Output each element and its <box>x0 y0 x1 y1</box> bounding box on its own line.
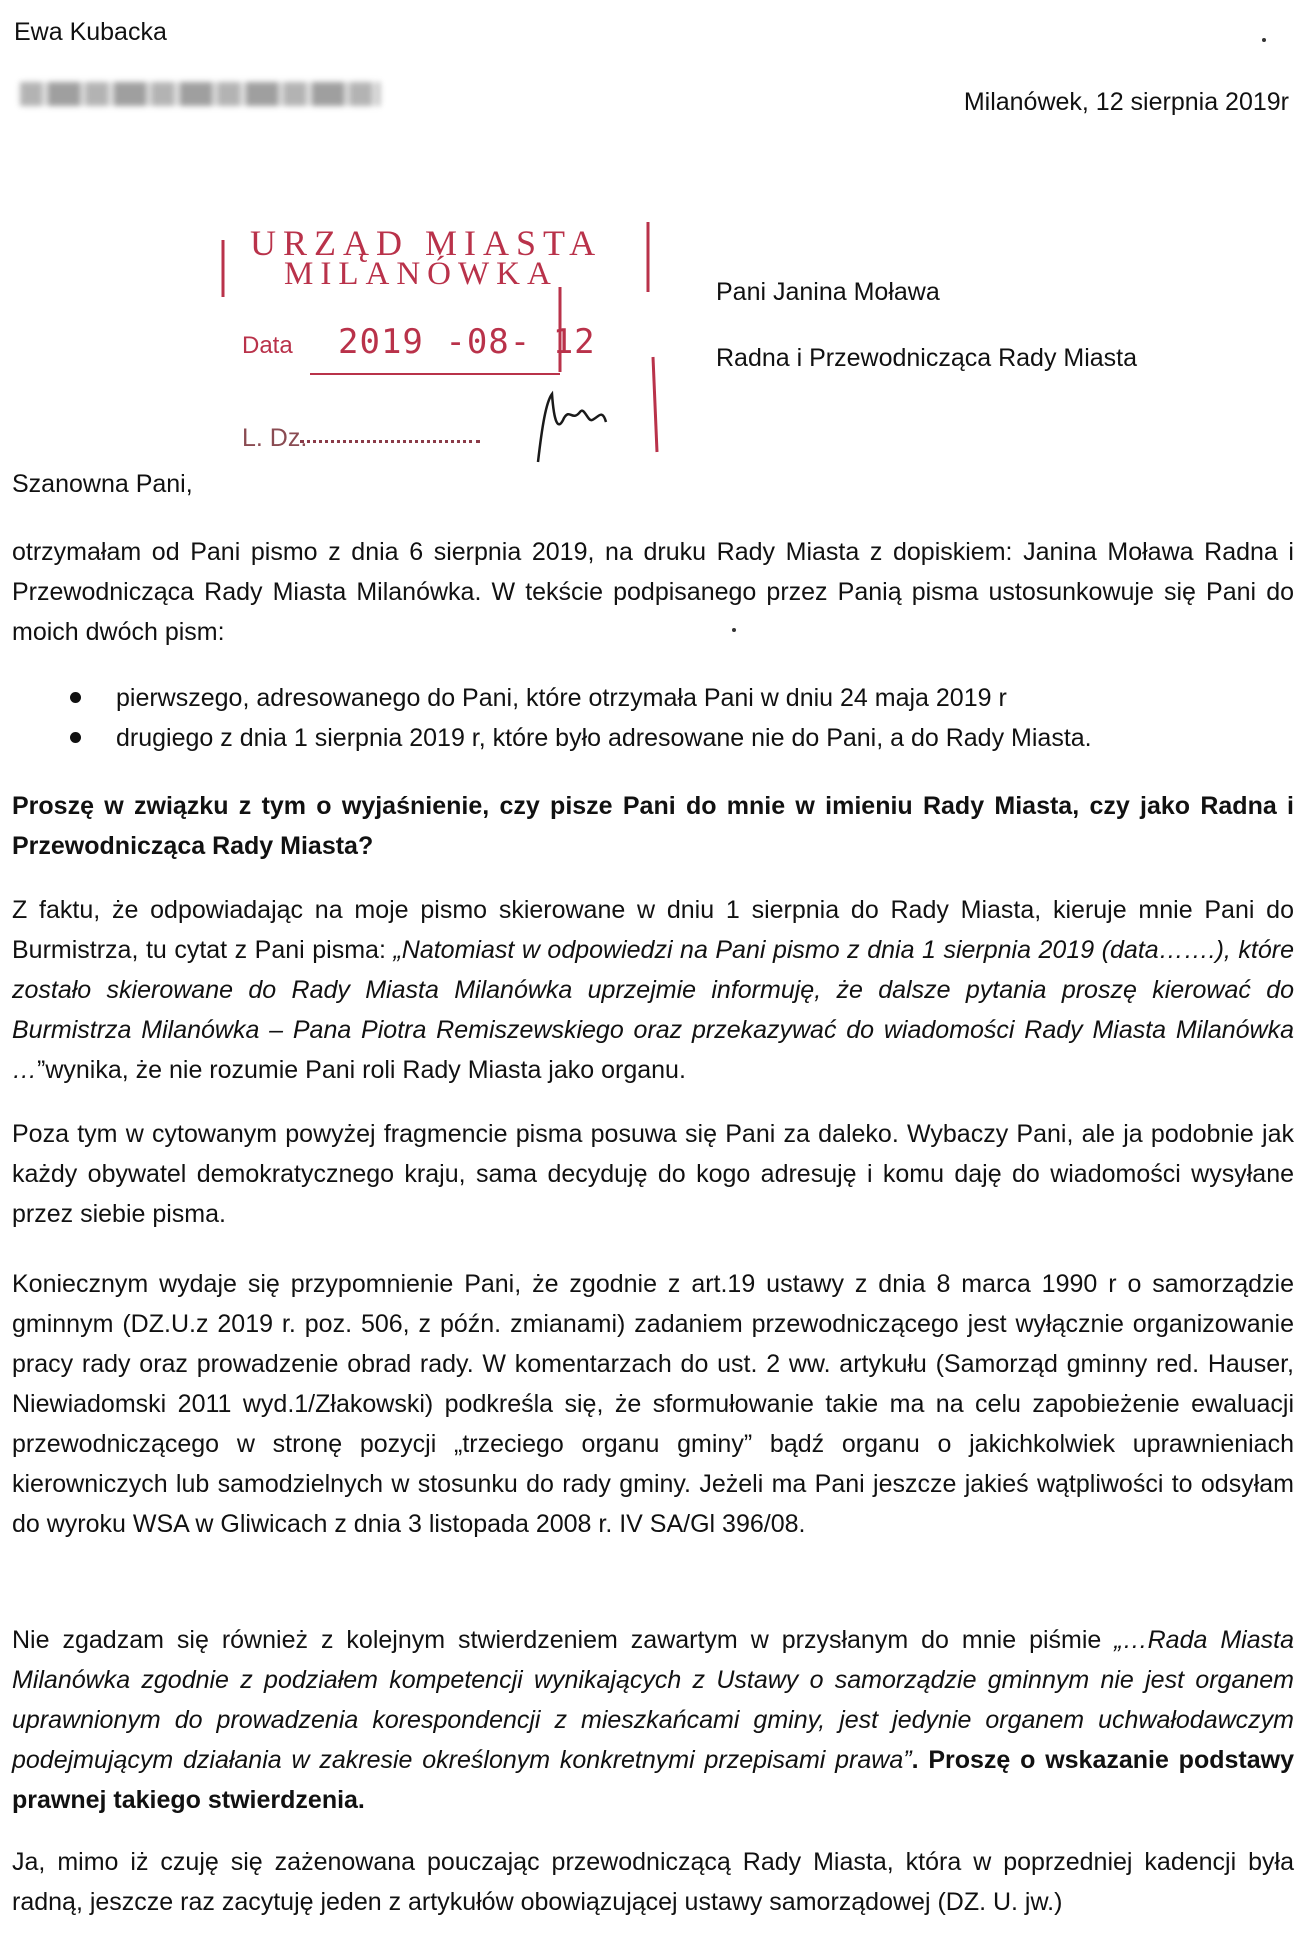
letters-list <box>60 678 1290 758</box>
fact-lead: Z faktu, że odpowiadając na moje pismo skierowane w dniu 1 sierpnia do Rady Miasta, kieruje mnie Pani do Burmistrza, tu cytat z Pani pisma: <box>12 896 1294 964</box>
registration-stamp <box>220 222 670 467</box>
list-item: drugiego z dnia 1 sierpnia 2019 r, które było adresowane nie do Pani, a do Rady Miasta. <box>60 718 1290 758</box>
last-paragraph: Ja, mimo iż czuję się zażenowana pouczając przewodniczącą Rady Miasta, która w poprzedniej kadencji była radną, jeszcze raz zacytuję jeden z artykułów obowiązującej ustawy samorządowej (DZ. U. jw.) <box>12 1848 1294 1916</box>
scan-speck <box>732 628 736 632</box>
stamp-date-value: 2019 -08- 12 <box>338 322 596 362</box>
disagree-tail: . Proszę o wskazanie podstawy prawnej takiego stwierdzenia. <box>12 1746 1294 1814</box>
beyond-paragraph: Poza tym w cytowanym powyżej fragmencie pisma posuwa się Pani za daleko. Wybaczy Pani, ale ja podobnie jak każdy obywatel demokratycznego kraju, sama decyduję do kogo adresuję i komu daję do wiadomości wysyłane przez siebie pisma. <box>12 1120 1294 1228</box>
question-paragraph: Proszę w związku z tym o wyjaśnienie, czy pisze Pani do mnie w imieniu Rady Miasta, czy jako Radna i Przewodnicząca Rady Miasta? <box>12 792 1294 860</box>
stamp-date-label: Data <box>242 332 293 359</box>
disagree-quote: „…Rada Miasta Milanówka zgodnie z podziałem kompetencji wynikających z Ustawy o samorządzie gminnym nie jest organem uprawnionym do prowadzenia korespondencji z mieszkańcami gminy, jest jedynie organem uchwałodawczym podejmującym działania w zakresie określonym konkretnymi przepisami prawa” <box>12 1626 1294 1774</box>
recipient-title: Radna i Przewodnicząca Rady Miasta <box>716 344 1138 372</box>
sender-name: Ewa Kubacka <box>14 18 167 46</box>
intro-paragraph: otrzymałam od Pani pismo z dnia 6 sierpnia 2019, na druku Rady Miasta z dopiskiem: Janina Moława Radna i Przewodnicząca Rady Miasta Milanówka. W tekście podpisanego przez Panią pisma ustosunkowuje się Pani do moich dwóch pism: <box>12 538 1294 646</box>
recipient-name: Pani Janina Moława <box>716 278 940 306</box>
law-paragraph: Koniecznym wydaje się przypomnienie Pani, że zgodnie z art.19 ustawy z dnia 8 marca 1990 r o samorządzie gminnym (DZ.U.z 2019 r. poz. 506, z późn. zmianami) zadaniem przewodniczącego jest wyłącznie organizowanie pracy rady oraz prowadzenie obrad rady. W komentarzach do ust. 2 ww. artykułu (Samorząd gminny red. Hauser, Niewiadomski 2011 wyd.1/Złakowski) podkreśla się, że sformułowanie takie ma na celu zapobieżenie ewaluacji przewodniczącego w stronę pozycji „trzeciego organu gminy” bądź organu o jakichkolwiek uprawnieniach kierowniczych lub samodzielnych w stosunku do rady gminy. Jeżeli ma Pani jeszcze jakieś wątpliwości to odsyłam do wyroku WSA w Gliwicach z dnia 3 listopada 2008 r. IV SA/Gl 396/08. <box>12 1270 1294 1538</box>
fact-quote: „Natomiast w odpowiedzi na Pani pismo z dnia 1 sierpnia 2019 (data…….), które zostało skierowane do Rady Miasta Milanówka uprzejmie informuję, że dalsze pytania proszę kierować do Burmistrza Milanówka – Pana Piotra Remiszewskiego oraz przekazywać do wiadomości Rady Miasta Milanówka … <box>12 936 1294 1084</box>
disagree-paragraph <box>12 1620 1294 1820</box>
list-item: pierwszego, adresowanego do Pani, które otrzymała Pani w dniu 24 maja 2019 r <box>60 678 1290 718</box>
fact-paragraph <box>12 890 1294 1090</box>
stamp-ldz-label: L. Dz. <box>242 424 308 452</box>
salutation: Szanowna Pani, <box>12 470 193 498</box>
place-and-date: Milanówek, 12 sierpnia 2019r <box>963 88 1289 116</box>
fact-tail: ”wynika, że nie rozumie Pani roli Rady Miasta jako organu. <box>37 1056 686 1084</box>
stamp-dotted-line <box>300 440 480 443</box>
disagree-lead: Nie zgadzam się również z kolejnym stwierdzeniem zawartym w przysłanym do mnie piśmie <box>12 1626 1115 1654</box>
stamp-town-name: MILANÓWKA <box>284 256 558 292</box>
redacted-address <box>20 82 380 106</box>
stamp-office-name: URZĄD MIASTA <box>250 223 603 263</box>
scan-speck <box>1262 38 1266 42</box>
